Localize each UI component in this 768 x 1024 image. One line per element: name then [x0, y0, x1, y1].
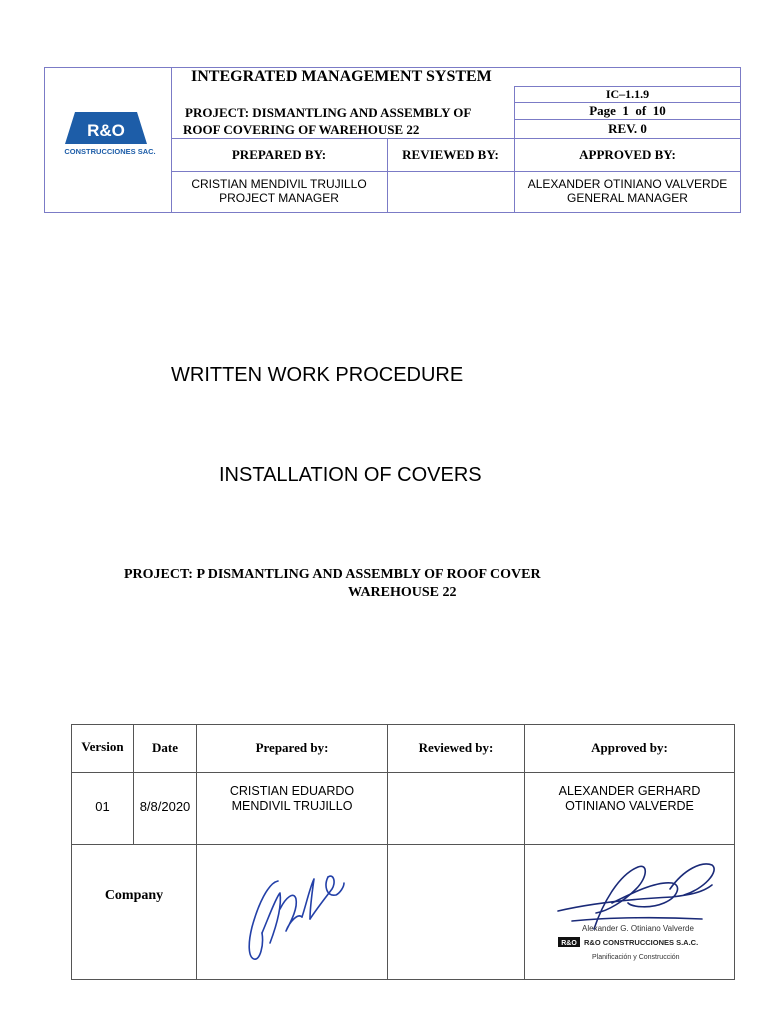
- prepared-by-name: CRISTIAN MENDIVIL TRUJILLO: [191, 177, 367, 191]
- approved-header: Approved by:: [591, 740, 668, 755]
- prepared-value: [197, 784, 387, 814]
- approved-value-line-1: ALEXANDER GERHARD: [558, 784, 701, 798]
- prepared-by-role: PROJECT MANAGER: [219, 191, 339, 205]
- date-value: 8/8/2020: [139, 799, 191, 814]
- approved-by-role: GENERAL MANAGER: [567, 191, 688, 205]
- document-subtitle: INSTALLATION OF COVERS: [219, 464, 482, 486]
- approved-by-label: APPROVED BY:: [579, 147, 676, 162]
- project-line-1: PROJECT: DISMANTLING AND ASSEMBLY OF: [185, 105, 472, 120]
- approved-by-cell: [514, 177, 741, 205]
- reviewed-header: Reviewed by:: [418, 740, 494, 755]
- prepared-header: Prepared by:: [255, 740, 329, 755]
- date-header: Date: [152, 740, 178, 755]
- svg-text:R&O: R&O: [561, 940, 577, 947]
- stamp-company: R&O CONSTRUCCIONES S.A.C.: [584, 938, 699, 947]
- project-heading-line-2: WAREHOUSE 22: [348, 585, 457, 600]
- document-title: WRITTEN WORK PROCEDURE: [171, 364, 464, 386]
- approved-by-stamp: [552, 855, 722, 975]
- header-table: [44, 67, 741, 213]
- revision: REV. 0: [608, 121, 647, 136]
- version-header: Version: [81, 739, 124, 754]
- page-number: Page 1 of 10: [589, 103, 666, 118]
- reviewed-by-label: REVIEWED BY:: [402, 147, 499, 162]
- svg-text:R&O: R&O: [87, 121, 125, 140]
- stamp-department: Planificación y Construcción: [592, 954, 680, 961]
- company-stamp-logo-icon: [558, 937, 580, 947]
- prepared-by-cell: [171, 177, 387, 205]
- project-line-2: ROOF COVERING OF WAREHOUSE 22: [183, 122, 420, 137]
- company-label: Company: [104, 888, 164, 903]
- approved-value: [525, 784, 734, 814]
- approved-value-line-2: OTINIANO VALVERDE: [565, 799, 694, 813]
- company-logo: [49, 108, 171, 158]
- system-title: INTEGRATED MANAGEMENT SYSTEM: [191, 68, 492, 85]
- approved-by-name: ALEXANDER OTINIANO VALVERDE: [527, 177, 728, 191]
- version-table: [71, 724, 735, 980]
- document-code: IC–1.1.9: [605, 87, 650, 101]
- prepared-by-label: PREPARED BY:: [231, 147, 327, 162]
- stamp-name: Alexander G. Otiniano Valverde: [582, 924, 694, 933]
- prepared-by-signature: [240, 857, 350, 967]
- project-heading-line-1: PROJECT: P DISMANTLING AND ASSEMBLY OF ROOF COVER: [124, 567, 541, 582]
- svg-text:CONSTRUCCIONES SAC.: CONSTRUCCIONES SAC.: [64, 147, 156, 156]
- prepared-value-line-1: CRISTIAN EDUARDO: [229, 784, 355, 798]
- version-value: 01: [95, 799, 110, 814]
- prepared-value-line-2: MENDIVIL TRUJILLO: [231, 799, 353, 813]
